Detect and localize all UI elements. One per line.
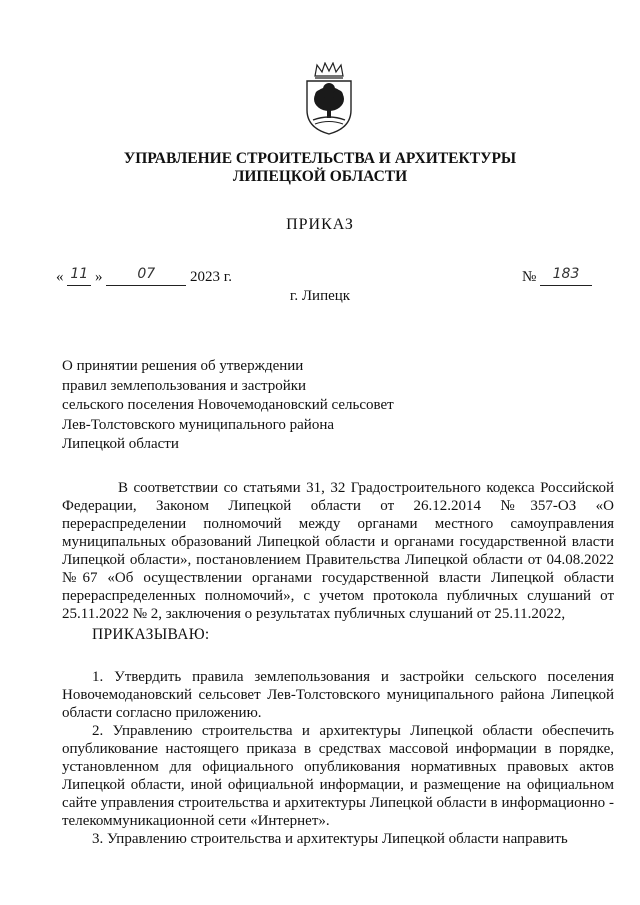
order-number: № 183: [522, 269, 592, 286]
date-day: 11: [70, 266, 89, 282]
date-year: 2023 г.: [190, 269, 232, 285]
order-date: « 11 » 07 2023 г.: [56, 266, 232, 285]
order-item: 1. Утвердить правила землепользования и застройки сельского поселения Новочемодановский сельсовет Лев-Толстовского муниципального района Липецкой области согласно приложению.: [62, 669, 614, 721]
organization-name: УПРАВЛЕНИЕ СТРОИТЕЛЬСТВА И АРХИТЕКТУРЫ ЛИПЕЦКОЙ ОБЛАСТИ: [123, 150, 517, 185]
order-number-value: 183: [552, 266, 580, 282]
order-subject: О принятии решения об утверждении правил землепользования и застройки сельского поселения Новочемодановский сельсовет Лев-Толстовского муниципального района Липецкой области: [62, 358, 394, 452]
coat-of-arms-icon: [299, 62, 359, 136]
order-item: 3. Управлению строительства и архитектуры Липецкой области направить: [92, 831, 568, 847]
order-item: 2. Управлению строительства и архитектуры Липецкой области обеспечить опубликование настоящего приказа в средствах массовой информации в порядке, установленном для официального опубликования нормативных правовых актов Липецкой области, иной официальной информации, и размещение на официальном сайте управления строительства и архитектуры Липецкой области в информационно - телекоммуникационной сети «Интернет».: [62, 723, 614, 829]
order-items: [62, 668, 614, 848]
preamble: В соответствии со статьями 31, 32 Градостроительного кодекса Российской Федерации, Законом Липецкой области от 26.12.2014 №357-ОЗ «О перераспределении полномочий между органами местного самоуправления муниципальных образований Липецкой области и органами государственной власти Липецкой области», постановлением Правительства Липецкой области от 04.08.2022 №67 «Об осуществлении органами государственной власти Липецкой области перераспределенных полномочий», с учетом протокола публичных слушаний от 25.11.2022 № 2, заключения о результатах публичных слушаний от 25.11.2022,: [62, 480, 614, 622]
order-word: ПРИКАЗЫВАЮ:: [92, 626, 210, 643]
document-type: ПРИКАЗ: [286, 216, 354, 233]
city: г. Липецк: [289, 288, 351, 304]
date-month: 07: [137, 266, 156, 282]
